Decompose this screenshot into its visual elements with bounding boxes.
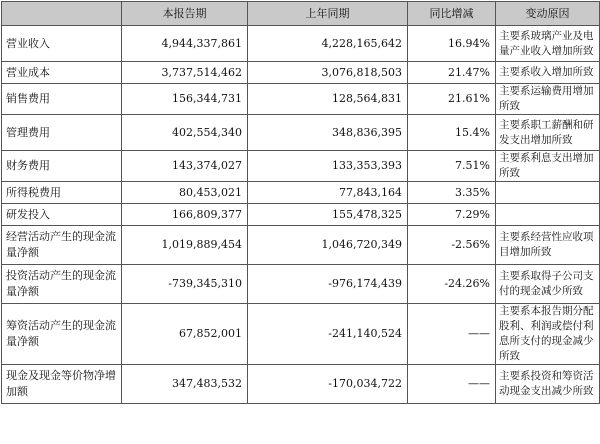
financial-statement-table — [1, 1, 600, 404]
row-prior: -976,174,439 — [248, 265, 408, 304]
row-prior: 77,843,164 — [248, 182, 408, 204]
row-reason — [496, 204, 600, 226]
row-item: 经营活动产生的现金流量净额 — [2, 226, 122, 265]
row-prior: 4,228,165,642 — [248, 26, 408, 62]
row-prior: 133,353,393 — [248, 151, 408, 182]
row-current: 80,453,021 — [122, 182, 248, 204]
table-row — [2, 365, 600, 404]
row-prior: 3,076,818,503 — [248, 62, 408, 84]
header-item — [2, 2, 122, 26]
row-current: 166,809,377 — [122, 204, 248, 226]
row-item: 营业收入 — [2, 26, 122, 62]
row-current: 67,852,001 — [122, 304, 248, 365]
row-reason: 主要系取得子公司支付的现金减少所致 — [496, 265, 600, 304]
table-row — [2, 265, 600, 304]
row-change: -2.56% — [408, 226, 496, 265]
row-item: 筹资活动产生的现金流量净额 — [2, 304, 122, 365]
row-reason — [496, 182, 600, 204]
row-reason: 主要系运输费用增加所致 — [496, 84, 600, 115]
row-prior: 128,564,831 — [248, 84, 408, 115]
row-current: 143,374,027 — [122, 151, 248, 182]
row-change: —— — [408, 365, 496, 404]
table-row — [2, 84, 600, 115]
row-change: 7.29% — [408, 204, 496, 226]
row-item: 现金及现金等价物净增加额 — [2, 365, 122, 404]
header-yoy-change: 同比增减 — [408, 2, 496, 26]
header-change-reason: 变动原因 — [496, 2, 600, 26]
row-reason: 主要系收入增加所致 — [496, 62, 600, 84]
row-change: 16.94% — [408, 26, 496, 62]
header-prior-period: 上年同期 — [248, 2, 408, 26]
row-item: 管理费用 — [2, 115, 122, 151]
row-reason: 主要系本报告期分配股利、利润或偿付利息所支付的现金减少所致 — [496, 304, 600, 365]
table-row — [2, 304, 600, 365]
row-prior: 155,478,325 — [248, 204, 408, 226]
row-change: —— — [408, 304, 496, 365]
table-row — [2, 182, 600, 204]
table-row — [2, 62, 600, 84]
table-row — [2, 151, 600, 182]
row-current: 402,554,340 — [122, 115, 248, 151]
table-row — [2, 204, 600, 226]
row-item: 销售费用 — [2, 84, 122, 115]
row-item: 财务费用 — [2, 151, 122, 182]
table-header-row — [2, 2, 600, 26]
row-change: 21.61% — [408, 84, 496, 115]
row-current: 3,737,514,462 — [122, 62, 248, 84]
row-item: 投资活动产生的现金流量净额 — [2, 265, 122, 304]
row-change: -24.26% — [408, 265, 496, 304]
row-change: 3.35% — [408, 182, 496, 204]
row-reason: 主要系经营性应收项目增加所致 — [496, 226, 600, 265]
row-current: 156,344,731 — [122, 84, 248, 115]
row-change: 7.51% — [408, 151, 496, 182]
row-item: 营业成本 — [2, 62, 122, 84]
row-prior: -170,034,722 — [248, 365, 408, 404]
table-row — [2, 226, 600, 265]
row-reason: 主要系职工薪酬和研发支出增加所致 — [496, 115, 600, 151]
row-reason: 主要系玻璃产业及电量产业收入增加所致 — [496, 26, 600, 62]
row-change: 15.4% — [408, 115, 496, 151]
row-item: 所得税费用 — [2, 182, 122, 204]
row-prior: 1,046,720,349 — [248, 226, 408, 265]
row-reason: 主要系投资和筹资活动现金支出减少所致 — [496, 365, 600, 404]
row-prior: -241,140,524 — [248, 304, 408, 365]
row-current: 1,019,889,454 — [122, 226, 248, 265]
row-item: 研发投入 — [2, 204, 122, 226]
row-reason: 主要系利息支出增加所致 — [496, 151, 600, 182]
row-current: 4,944,337,861 — [122, 26, 248, 62]
row-current: 347,483,532 — [122, 365, 248, 404]
row-change: 21.47% — [408, 62, 496, 84]
row-prior: 348,836,395 — [248, 115, 408, 151]
row-current: -739,345,310 — [122, 265, 248, 304]
header-current-period: 本报告期 — [122, 2, 248, 26]
table-row — [2, 26, 600, 62]
table-row — [2, 115, 600, 151]
